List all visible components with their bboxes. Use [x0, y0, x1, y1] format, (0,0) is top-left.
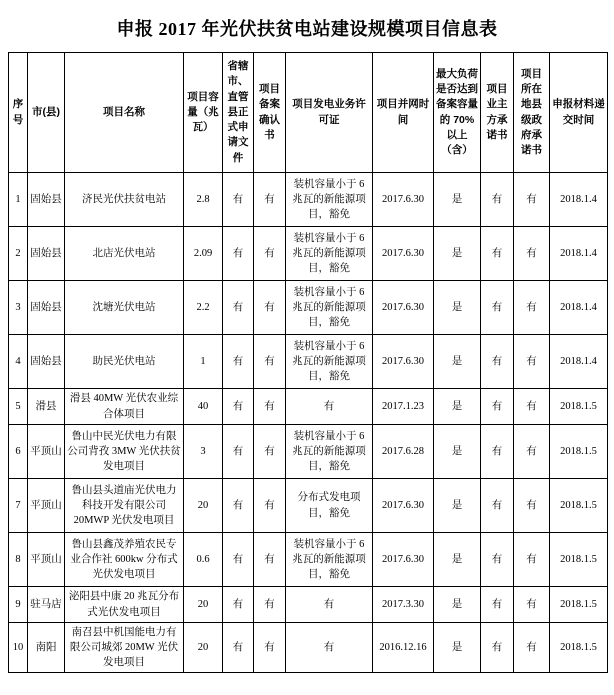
cell-project-name: 泌阳县中康 20 兆瓦分布式光伏发电项目: [65, 587, 184, 623]
cell-project-name: 北店光伏电站: [65, 227, 184, 281]
cell-application-file: 有: [223, 623, 254, 673]
cell-max-load-70pct: 是: [434, 227, 481, 281]
column-header-city-county: 市(县): [28, 53, 65, 173]
cell-max-load-70pct: 是: [434, 587, 481, 623]
table-row: [9, 425, 608, 479]
cell-county-gov-commitment: 有: [514, 173, 550, 227]
cell-city-county: 固始县: [28, 281, 65, 335]
column-header-filing-confirmation: 项目备案确认书: [254, 53, 286, 173]
cell-submission-date: 2018.1.5: [550, 479, 608, 533]
table-header: [9, 53, 608, 173]
cell-max-load-70pct: 是: [434, 335, 481, 389]
cell-grid-connection-date: 2017.6.30: [373, 479, 434, 533]
cell-city-county: 固始县: [28, 335, 65, 389]
table-body: [9, 173, 608, 673]
cell-generation-license: 有: [286, 587, 373, 623]
column-header-seq: 序号: [9, 53, 28, 173]
column-header-max-load-70pct: 最大负荷是否达到备案容量的 70% 以上（含）: [434, 53, 481, 173]
cell-county-gov-commitment: 有: [514, 479, 550, 533]
cell-capacity-mw: 20: [184, 587, 223, 623]
cell-seq: 1: [9, 173, 28, 227]
cell-submission-date: 2018.1.4: [550, 173, 608, 227]
table-row: [9, 533, 608, 587]
cell-county-gov-commitment: 有: [514, 533, 550, 587]
cell-filing-confirmation: 有: [254, 479, 286, 533]
cell-filing-confirmation: 有: [254, 173, 286, 227]
cell-generation-license: 有: [286, 623, 373, 673]
cell-city-county: 南阳: [28, 623, 65, 673]
column-header-county-gov-commitment: 项目所在地县级政府承诺书: [514, 53, 550, 173]
cell-county-gov-commitment: 有: [514, 335, 550, 389]
cell-grid-connection-date: 2016.12.16: [373, 623, 434, 673]
cell-submission-date: 2018.1.4: [550, 227, 608, 281]
cell-owner-commitment: 有: [481, 173, 514, 227]
cell-generation-license: 有: [286, 389, 373, 425]
cell-project-name: 鲁山县鑫茂养殖农民专业合作社 600kw 分布式光伏发电项目: [65, 533, 184, 587]
cell-submission-date: 2018.1.5: [550, 533, 608, 587]
cell-project-name: 济民光伏扶贫电站: [65, 173, 184, 227]
cell-project-name: 鲁山中民光伏电力有限公司背孜 3MW 光伏扶贫发电项目: [65, 425, 184, 479]
column-header-capacity-mw: 项目容量（兆瓦）: [184, 53, 223, 173]
cell-seq: 8: [9, 533, 28, 587]
cell-owner-commitment: 有: [481, 425, 514, 479]
cell-filing-confirmation: 有: [254, 281, 286, 335]
table-row: [9, 389, 608, 425]
cell-project-name: 助民光伏电站: [65, 335, 184, 389]
cell-city-county: 固始县: [28, 227, 65, 281]
table-row: [9, 587, 608, 623]
cell-city-county: 平顶山: [28, 533, 65, 587]
cell-max-load-70pct: 是: [434, 425, 481, 479]
cell-capacity-mw: 2.8: [184, 173, 223, 227]
cell-generation-license: 装机容量小于 6 兆瓦的新能源项目，豁免: [286, 425, 373, 479]
column-header-generation-license: 项目发电业务许可证: [286, 53, 373, 173]
cell-city-county: 滑县: [28, 389, 65, 425]
cell-max-load-70pct: 是: [434, 281, 481, 335]
cell-county-gov-commitment: 有: [514, 227, 550, 281]
cell-application-file: 有: [223, 389, 254, 425]
cell-application-file: 有: [223, 173, 254, 227]
cell-owner-commitment: 有: [481, 281, 514, 335]
cell-capacity-mw: 2.09: [184, 227, 223, 281]
cell-grid-connection-date: 2017.1.23: [373, 389, 434, 425]
cell-project-name: 鲁山县头道庙光伏电力科技开发有限公司 20MWP 光伏发电项目: [65, 479, 184, 533]
cell-max-load-70pct: 是: [434, 173, 481, 227]
cell-application-file: 有: [223, 335, 254, 389]
cell-max-load-70pct: 是: [434, 479, 481, 533]
cell-filing-confirmation: 有: [254, 335, 286, 389]
cell-city-county: 平顶山: [28, 479, 65, 533]
cell-max-load-70pct: 是: [434, 533, 481, 587]
cell-generation-license: 装机容量小于 6 兆瓦的新能源项目，豁免: [286, 173, 373, 227]
cell-generation-license: 装机容量小于 6 兆瓦的新能源项目，豁免: [286, 281, 373, 335]
cell-county-gov-commitment: 有: [514, 389, 550, 425]
cell-capacity-mw: 20: [184, 479, 223, 533]
cell-application-file: 有: [223, 425, 254, 479]
cell-submission-date: 2018.1.4: [550, 335, 608, 389]
cell-submission-date: 2018.1.5: [550, 389, 608, 425]
cell-application-file: 有: [223, 533, 254, 587]
cell-filing-confirmation: 有: [254, 425, 286, 479]
cell-seq: 3: [9, 281, 28, 335]
column-header-application-file: 省辖市、直管县正式申请文件: [223, 53, 254, 173]
cell-seq: 10: [9, 623, 28, 673]
cell-project-name: 滑县 40MW 光伏农业综合体项目: [65, 389, 184, 425]
cell-county-gov-commitment: 有: [514, 281, 550, 335]
cell-owner-commitment: 有: [481, 335, 514, 389]
cell-grid-connection-date: 2017.6.30: [373, 533, 434, 587]
cell-application-file: 有: [223, 587, 254, 623]
cell-seq: 9: [9, 587, 28, 623]
cell-owner-commitment: 有: [481, 479, 514, 533]
cell-project-name: 南召县中机国能电力有限公司城郊 20MW 光伏发电项目: [65, 623, 184, 673]
cell-capacity-mw: 1: [184, 335, 223, 389]
table-row: [9, 335, 608, 389]
cell-county-gov-commitment: 有: [514, 587, 550, 623]
cell-grid-connection-date: 2017.3.30: [373, 587, 434, 623]
column-header-grid-connection-date: 项目并网时间: [373, 53, 434, 173]
table-row: [9, 623, 608, 673]
cell-submission-date: 2018.1.5: [550, 623, 608, 673]
cell-generation-license: 装机容量小于 6 兆瓦的新能源项目，豁免: [286, 335, 373, 389]
column-header-submission-date: 申报材料递交时间: [550, 53, 608, 173]
cell-max-load-70pct: 是: [434, 389, 481, 425]
cell-application-file: 有: [223, 479, 254, 533]
cell-generation-license: 分布式发电项目，豁免: [286, 479, 373, 533]
page-title: 申报 2017 年光伏扶贫电站建设规模项目信息表: [116, 19, 498, 39]
cell-capacity-mw: 3: [184, 425, 223, 479]
table-row: [9, 479, 608, 533]
cell-max-load-70pct: 是: [434, 623, 481, 673]
cell-generation-license: 装机容量小于 6 兆瓦的新能源项目，豁免: [286, 533, 373, 587]
cell-county-gov-commitment: 有: [514, 623, 550, 673]
cell-filing-confirmation: 有: [254, 389, 286, 425]
cell-grid-connection-date: 2017.6.30: [373, 173, 434, 227]
cell-owner-commitment: 有: [481, 227, 514, 281]
cell-filing-confirmation: 有: [254, 533, 286, 587]
table-row: [9, 173, 608, 227]
column-header-owner-commitment: 项目业主方承诺书: [481, 53, 514, 173]
cell-seq: 4: [9, 335, 28, 389]
cell-submission-date: 2018.1.5: [550, 425, 608, 479]
cell-grid-connection-date: 2017.6.30: [373, 227, 434, 281]
cell-capacity-mw: 2.2: [184, 281, 223, 335]
cell-filing-confirmation: 有: [254, 623, 286, 673]
table-row: [9, 281, 608, 335]
cell-submission-date: 2018.1.4: [550, 281, 608, 335]
cell-seq: 6: [9, 425, 28, 479]
cell-capacity-mw: 40: [184, 389, 223, 425]
cell-grid-connection-date: 2017.6.30: [373, 281, 434, 335]
cell-filing-confirmation: 有: [254, 587, 286, 623]
cell-owner-commitment: 有: [481, 389, 514, 425]
cell-application-file: 有: [223, 281, 254, 335]
cell-application-file: 有: [223, 227, 254, 281]
cell-filing-confirmation: 有: [254, 227, 286, 281]
cell-grid-connection-date: 2017.6.28: [373, 425, 434, 479]
cell-county-gov-commitment: 有: [514, 425, 550, 479]
cell-capacity-mw: 20: [184, 623, 223, 673]
cell-submission-date: 2018.1.5: [550, 587, 608, 623]
cell-generation-license: 装机容量小于 6 兆瓦的新能源项目，豁免: [286, 227, 373, 281]
projects-table: [8, 52, 608, 673]
cell-seq: 7: [9, 479, 28, 533]
cell-city-county: 固始县: [28, 173, 65, 227]
cell-seq: 2: [9, 227, 28, 281]
cell-city-county: 平顶山: [28, 425, 65, 479]
cell-seq: 5: [9, 389, 28, 425]
cell-project-name: 沈塘光伏电站: [65, 281, 184, 335]
header-row: [9, 53, 608, 173]
cell-city-county: 驻马店: [28, 587, 65, 623]
table-row: [9, 227, 608, 281]
column-header-project-name: 项目名称: [65, 53, 184, 173]
cell-owner-commitment: 有: [481, 533, 514, 587]
cell-owner-commitment: 有: [481, 623, 514, 673]
cell-owner-commitment: 有: [481, 587, 514, 623]
cell-grid-connection-date: 2017.6.30: [373, 335, 434, 389]
cell-capacity-mw: 0.6: [184, 533, 223, 587]
